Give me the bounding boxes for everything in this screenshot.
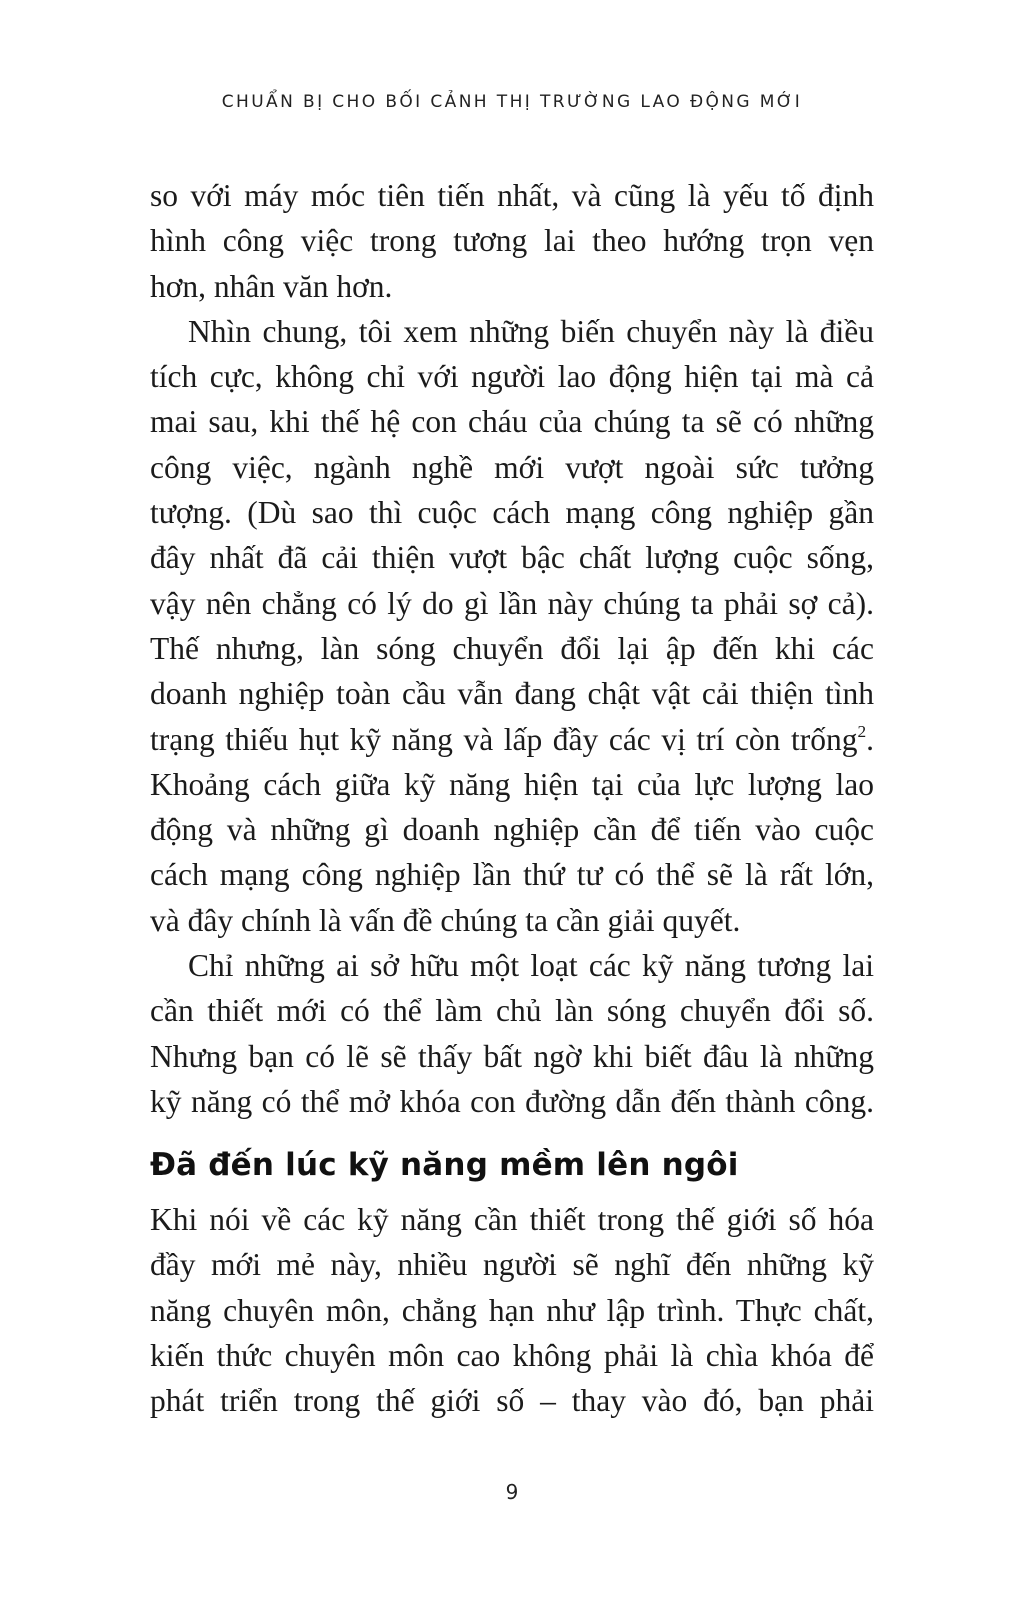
text-line: Khi nói về các kỹ năng cần thiết trong thế giới số hóa bbox=[150, 1202, 874, 1237]
footnote-trailing-period: . bbox=[866, 721, 874, 757]
text-line: doanh nghiệp toàn cầu vẫn đang chật vật cải thiện tình bbox=[150, 676, 874, 712]
text-line: cần thiết mới có thể làm chủ làn sóng chuyển đổi số. bbox=[150, 993, 874, 1029]
section-heading: Đã đến lúc kỹ năng mềm lên ngôi bbox=[150, 1147, 739, 1183]
text-line: Khoảng cách giữa kỹ năng hiện tại của lực lượng lao bbox=[150, 766, 874, 802]
text-line: so với máy móc tiên tiến nhất, và cũng là yếu tố định bbox=[150, 178, 874, 213]
text-line: Thế nhưng, làn sóng chuyển đổi lại ập đến khi các bbox=[150, 630, 874, 666]
text-line: hình công việc trong tương lai theo hướng trọn vẹn bbox=[150, 223, 874, 259]
text-line: hơn, nhân văn hơn. bbox=[150, 268, 393, 304]
body-text-section bbox=[150, 1197, 874, 1423]
text-line: cách mạng công nghiệp lần thứ tư có thể sẽ là rất lớn, bbox=[150, 857, 874, 893]
text-line: kỹ năng có thể mở khóa con đường dẫn đến thành công. bbox=[150, 1083, 874, 1119]
page-number: 9 bbox=[505, 1480, 519, 1504]
text-line: phát triển trong thế giới số – thay vào đó, bạn phải bbox=[150, 1383, 874, 1419]
text-line: Nhìn chung, tôi xem những biến chuyển này là điều bbox=[188, 313, 874, 349]
text-line-with-footnote bbox=[150, 717, 874, 762]
text-line: tích cực, không chỉ với người lao động hiện tại mà cả bbox=[150, 359, 874, 395]
body-text-main bbox=[150, 173, 874, 1124]
text-line: và đây chính là vấn đề chúng ta cần giải quyết. bbox=[150, 902, 741, 938]
text-line: kiến thức chuyên môn cao không phải là chìa khóa để bbox=[150, 1337, 874, 1373]
footnote-ref: 2 bbox=[857, 721, 867, 741]
text-line: động và những gì doanh nghiệp cần để tiến vào cuộc bbox=[150, 812, 874, 848]
running-header: CHUẨN BỊ CHO BỐI CẢNH THỊ TRƯỜNG LAO ĐỘNG MỚI bbox=[221, 92, 803, 112]
text-line-text: trạng thiếu hụt kỹ năng và lấp đầy các vị trí còn trống bbox=[150, 721, 858, 757]
text-line: mai sau, khi thế hệ con cháu của chúng ta sẽ có những bbox=[150, 404, 874, 440]
text-line: vậy nên chẳng có lý do gì lần này chúng ta phải sợ cả). bbox=[150, 585, 874, 621]
text-line: công việc, ngành nghề mới vượt ngoài sức tưởng bbox=[150, 449, 874, 485]
text-line: tượng. (Dù sao thì cuộc cách mạng công nghiệp gần bbox=[150, 495, 874, 531]
text-line: Chỉ những ai sở hữu một loạt các kỹ năng tương lai bbox=[188, 948, 874, 984]
text-line: đầy mới mẻ này, nhiều người sẽ nghĩ đến những kỹ bbox=[150, 1247, 874, 1283]
text-line: Nhưng bạn có lẽ sẽ thấy bất ngờ khi biết đâu là những bbox=[150, 1038, 874, 1074]
text-line: năng chuyên môn, chẳng hạn như lập trình. Thực chất, bbox=[150, 1292, 874, 1328]
text-line: đây nhất đã cải thiện vượt bậc chất lượng cuộc sống, bbox=[150, 540, 874, 576]
